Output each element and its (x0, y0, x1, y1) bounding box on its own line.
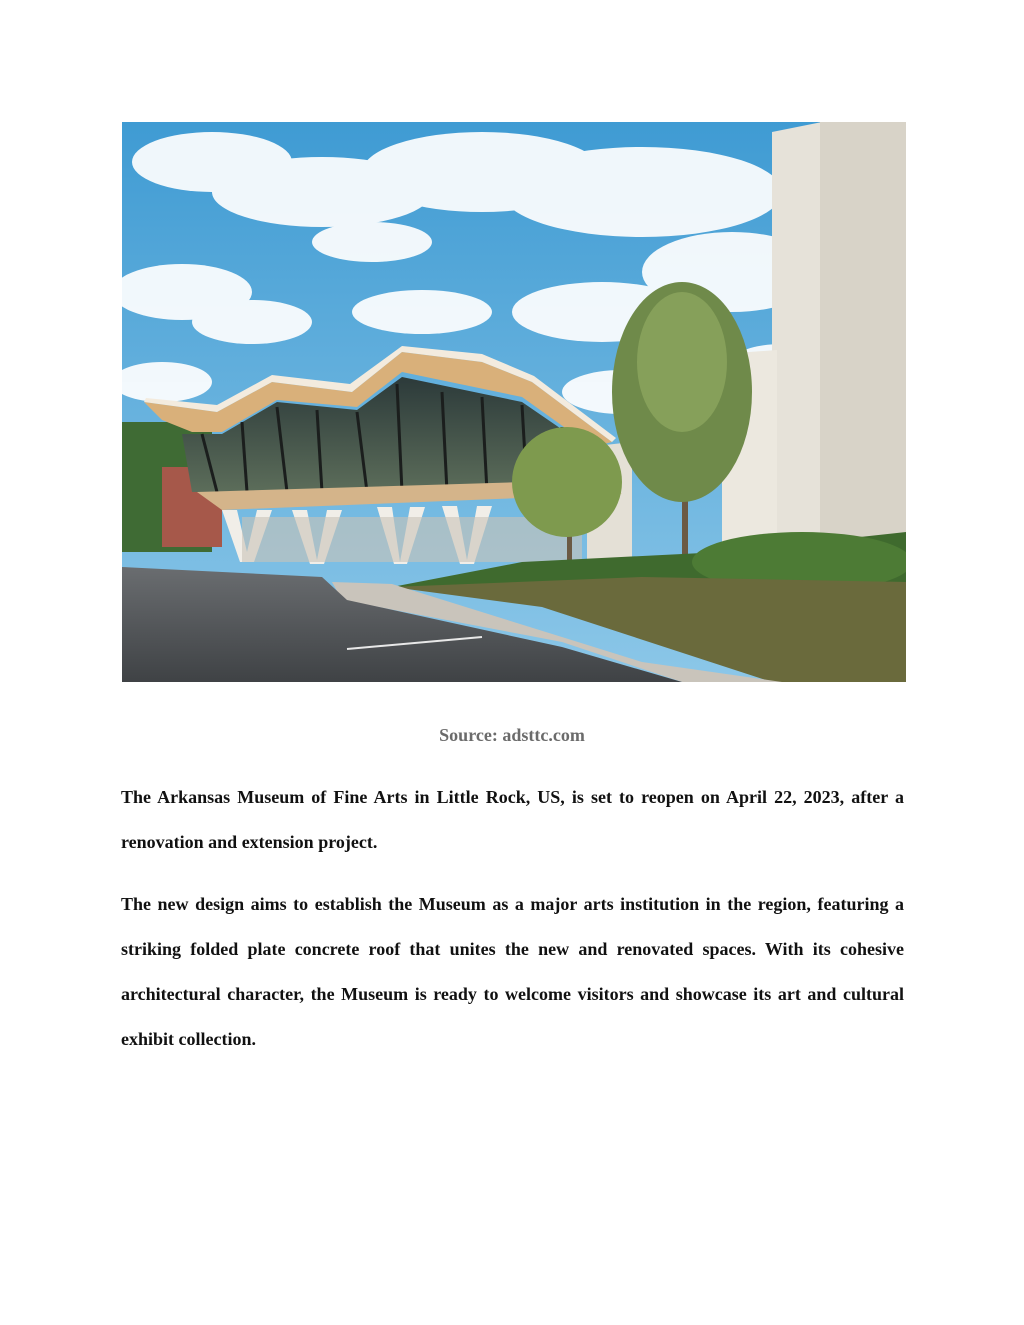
intro-paragraph: The Arkansas Museum of Fine Arts in Little Rock, US, is set to reopen on April 22, 2023, after a renovation and extension project. (121, 787, 904, 852)
design-paragraph: The new design aims to establish the Museum as a major arts institution in the region, featuring a striking folded plate concrete roof that unites the new and renovated spaces. With its cohesive architectural character, the Museum is ready to welcome visitors and showcase its art and cultural exhibit collection. (121, 894, 904, 1049)
museum-photo (122, 122, 906, 682)
image-source-caption: Source: adsttc.com (439, 725, 585, 745)
